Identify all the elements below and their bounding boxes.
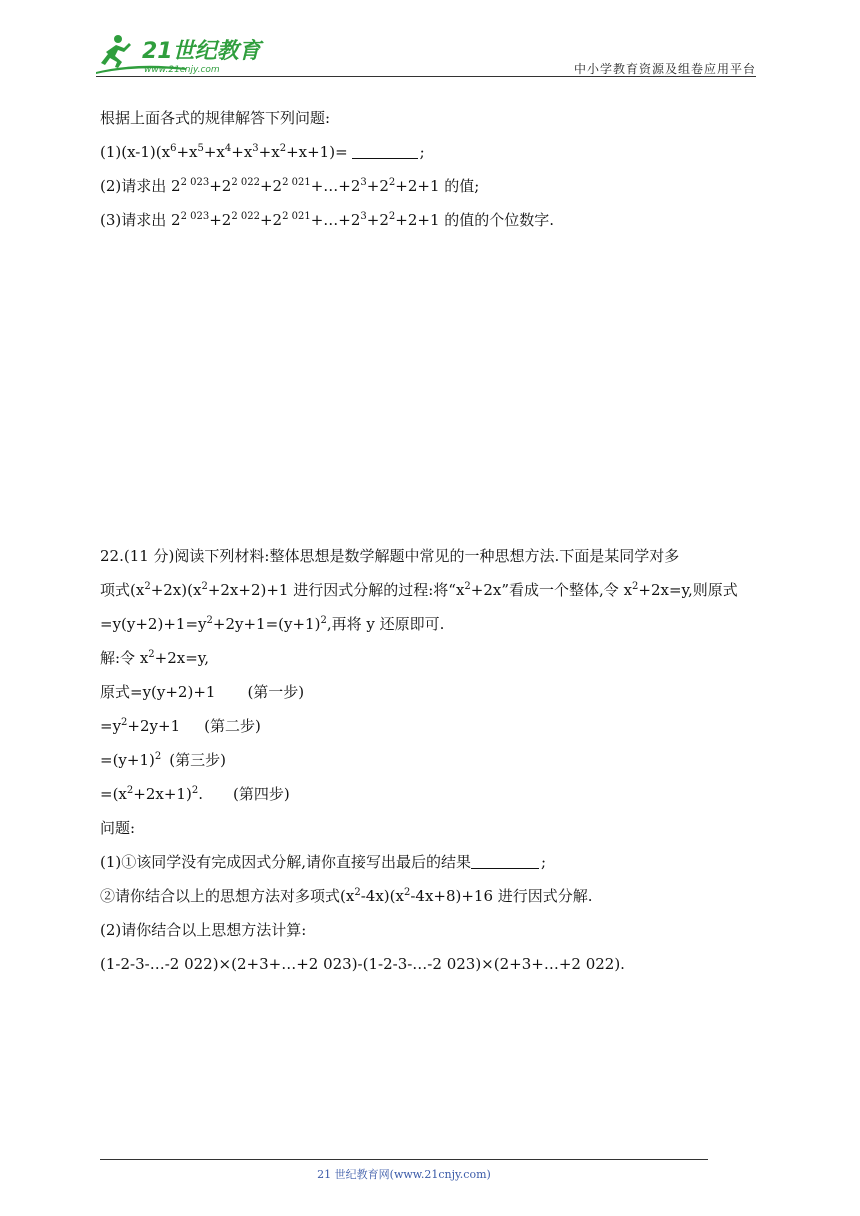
q22-q2: (2)请你结合以上思想方法计算:: [100, 921, 307, 939]
q22-solution-start: 解:令 $x^2+2x=y$,: [100, 649, 210, 667]
q22-q2-expression: (1-2-3-…-2 022)×(2+3+…+2 023)-(1-2-3-…-2 023)×(2+3+…+2 022).: [100, 955, 625, 973]
q22-line1: 22.(11 分)阅读下列材料:整体思想是数学解题中常见的一种思想方法.下面是某同学对多: [100, 547, 680, 565]
q22-q1a: (1)①该同学没有完成因式分解,请你直接写出最后的结果 ;: [100, 853, 547, 871]
q22-step2: $=y^2+2y+1$ (第二步): [100, 717, 261, 735]
q22-step1: 原式=y(y+2)+1 (第一步): [100, 683, 305, 701]
q21-part3: (3)请求出 $2^{2 023}+2^{2 022}+2^{2 021}+\dots+2^3+2^2+2+1$ 的值的个位数字.: [100, 211, 555, 229]
site-logo: [96, 32, 266, 76]
footer-divider: [100, 1159, 708, 1160]
footer-link[interactable]: 21 世纪教育网(www.21cnjy.com): [317, 1168, 491, 1181]
svg-text:21世纪教育: 21世纪教育: [142, 39, 261, 64]
q22-q1b: ②请你结合以上的思想方法对多项式$(x^2-4x)(x^2-4x+8)+16$ 进行因式分解.: [100, 887, 593, 905]
q22-step3: $=(y+1)^2$ (第三步): [100, 751, 226, 769]
header-divider: [96, 76, 756, 77]
platform-name: 中小学教育资源及组卷应用平台: [573, 62, 756, 76]
q21-part1: $(1)(x-1)(x^6+x^5+x^4+x^3+x^2+x+1)=$ ;: [100, 143, 425, 161]
q21-part2: (2)请求出 $2^{2 023}+2^{2 022}+2^{2 021}+\dots+2^3+2^2+2+1$ 的值;: [100, 177, 480, 195]
q21-intro: 根据上面各式的规律解答下列问题:: [100, 109, 331, 127]
q22-line2: 项式$(x^2+2x)(x^2+2x+2)+1$ 进行因式分解的过程:将“$x^2+2x$”看成一个整体,令 $x^2+2x=y$,则原式: [100, 581, 738, 599]
q22-line3: $=y(y+2)+1=y^2+2y+1=(y+1)^2$,再将 y 还原即可.: [100, 615, 445, 633]
q22-question-label: 问题:: [100, 819, 136, 837]
page-header: [96, 30, 756, 78]
answer-blank[interactable]: [352, 144, 418, 159]
answer-blank[interactable]: [471, 854, 539, 869]
q22-step4: $=(x^2+2x+1)^2$. (第四步): [100, 785, 290, 803]
svg-text:www.21cnjy.com: www.21cnjy.com: [144, 65, 220, 75]
